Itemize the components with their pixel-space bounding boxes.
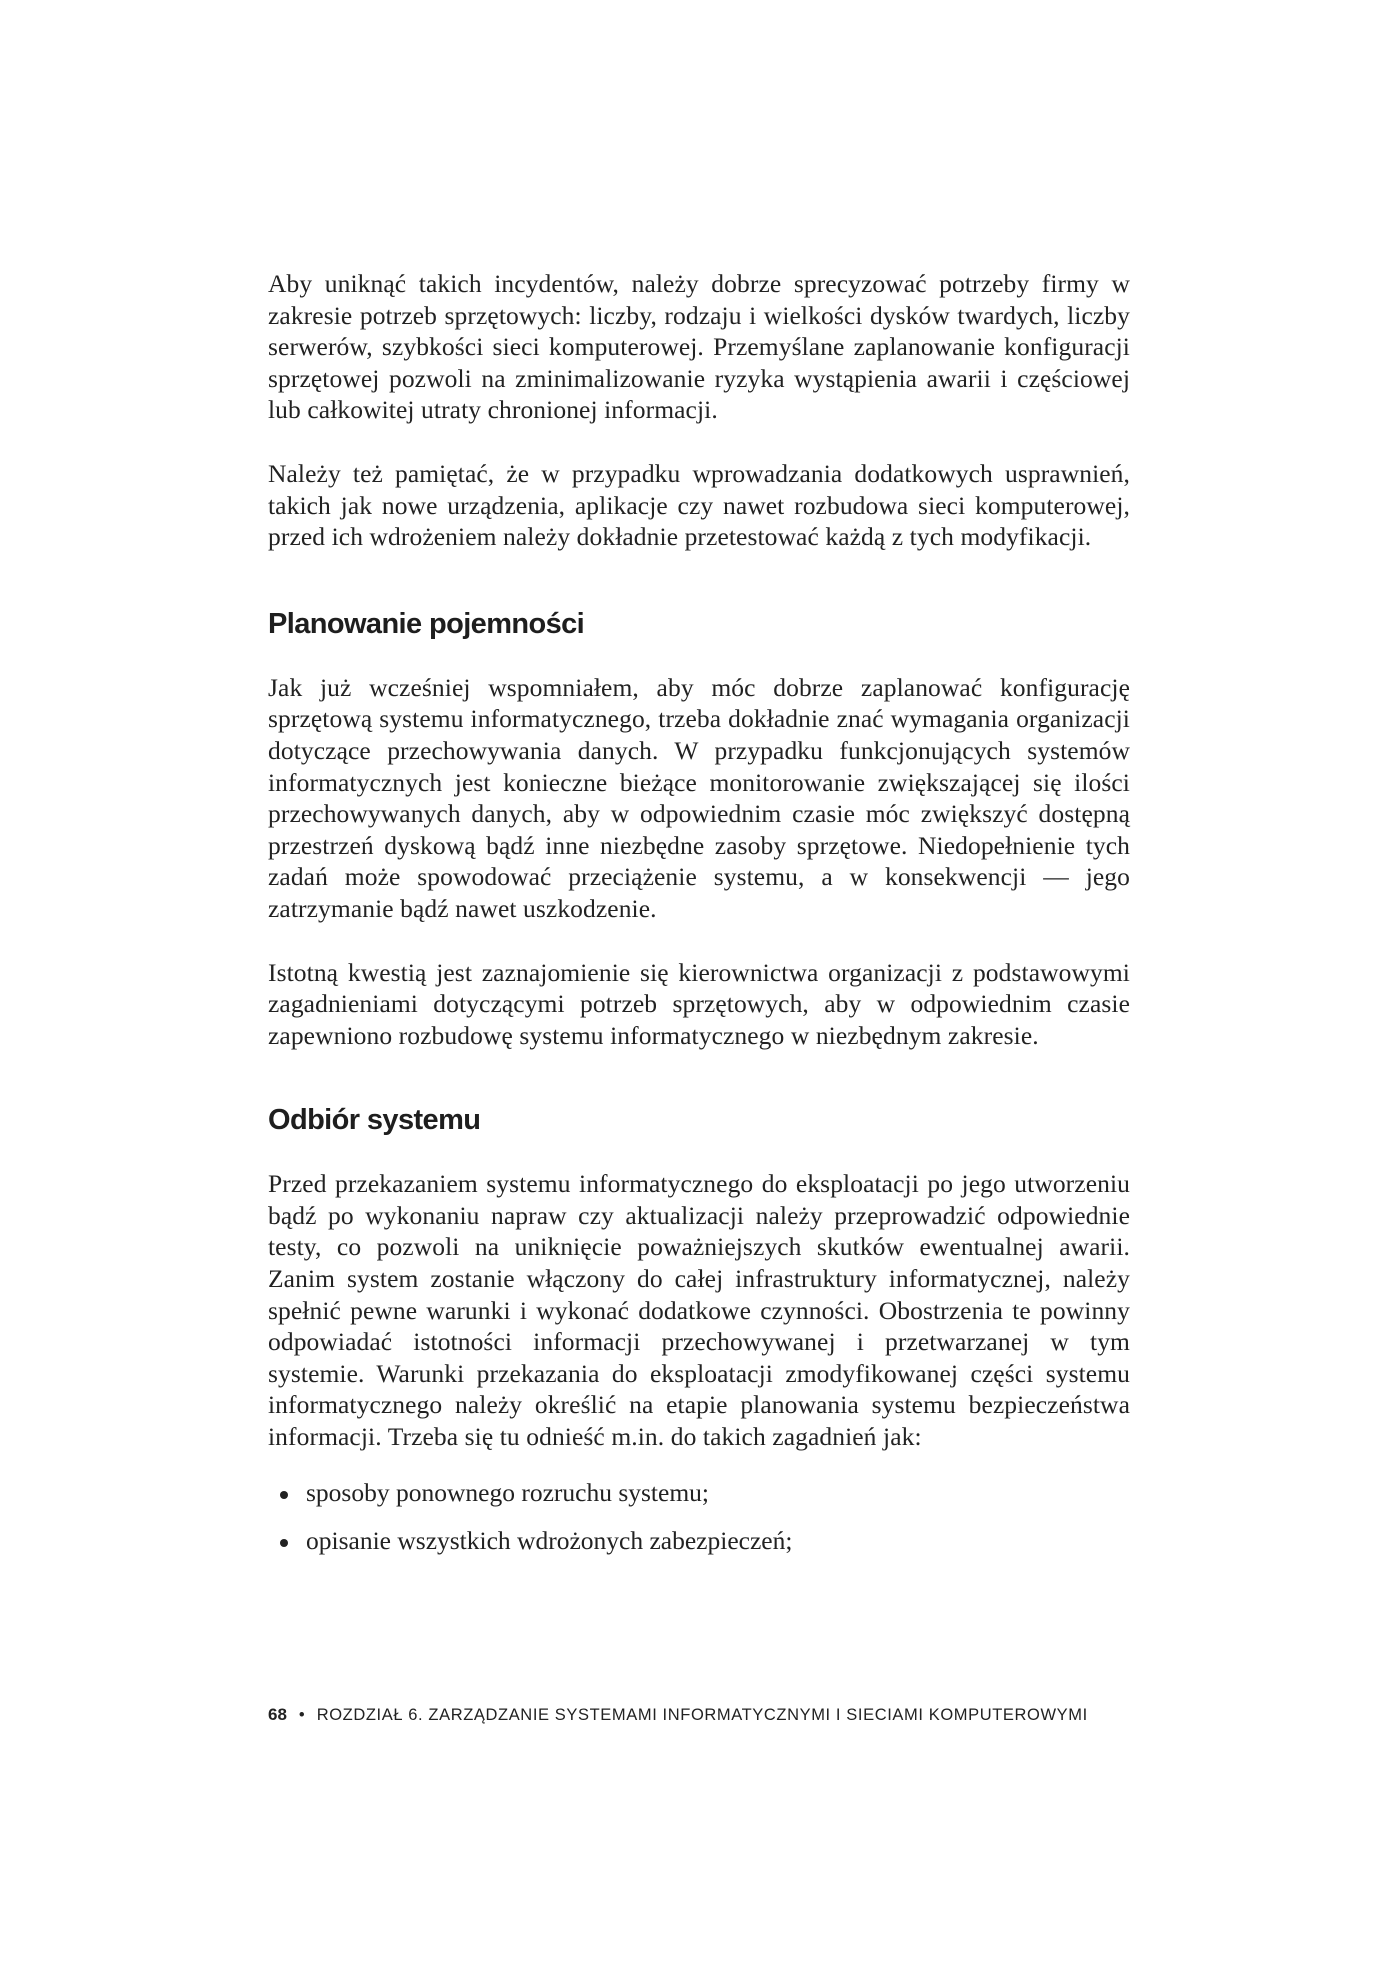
- footer-separator: •: [298, 1706, 305, 1724]
- body-paragraph: Aby uniknąć takich incydentów, należy dobrze sprecyzować potrzeby firmy w zakresie potrzeb sprzętowych: liczby, rodzaju i wielkości dysków twardych, liczby serwerów, szybkości sieci komputerowej. Przemyślane zaplanowanie konfiguracji sprzętowej pozwoli na zminimalizowanie ryzyka wystąpienia awarii i częściowej lub całkowitej utraty chronionej informacji.: [268, 269, 1130, 425]
- body-paragraph: Należy też pamiętać, że w przypadku wprowadzania dodatkowych usprawnień, takich jak nowe urządzenia, aplikacje czy nawet rozbudowa sieci komputerowej, przed ich wdrożeniem należy dokładnie przetestować każdą z tych modyfikacji.: [268, 458, 1130, 552]
- page-content: [268, 268, 1130, 1574]
- list-item: [268, 1525, 1130, 1557]
- body-paragraph: Jak już wcześniej wspomniałem, aby móc dobrze zaplanować konfigurację sprzętową systemu informatycznego, trzeba dokładnie znać wymagania organizacji dotyczące przechowywania danych. W przypadku funkcjonujących systemów informatycznych jest konieczne bieżące monitorowanie zwiększającej się ilości przechowywanych danych, aby w odpowiednim czasie móc zwiększyć dostępną przestrzeń dyskową bądź inne niezbędne zasoby sprzętowe. Niedopełnienie tych zadań może spowodować przeciążenie systemu, a w konsekwencji — jego zatrzymanie bądź nawet uszkodzenie.: [268, 672, 1130, 923]
- bullet-icon: [280, 1539, 288, 1547]
- page-number: 68: [268, 1705, 287, 1724]
- page-footer: [268, 1704, 1088, 1726]
- chapter-title: ROZDZIAŁ 6. ZARZĄDZANIE SYSTEMAMI INFORMATYCZNYMI I SIECIAMI KOMPUTEROWYMI: [316, 1706, 1088, 1724]
- list-item: [268, 1477, 1130, 1509]
- body-paragraph: Istotną kwestią jest zaznajomienie się kierownictwa organizacji z podstawowymi zagadnieniami dotyczącymi potrzeb sprzętowych, aby w odpowiednim czasie zapewniono rozbudowę systemu informatycznego w niezbędnym zakresie.: [268, 957, 1130, 1050]
- section-heading-acceptance: Odbiór systemu: [268, 1104, 481, 1137]
- section-heading-capacity: Planowanie pojemności: [268, 607, 585, 640]
- body-paragraph: Przed przekazaniem systemu informatycznego do eksploatacji po jego utworzeniu bądź po wykonaniu napraw czy aktualizacji należy przeprowadzić odpowiednie testy, co pozwoli na uniknięcie poważniejszych skutków ewentualnej awarii. Zanim system zostanie włączony do całej infrastruktury informatycznej, należy spełnić pewne warunki i wykonać dodatkowe czynności. Obostrzenia te powinny odpowiadać istotności informacji przechowywanej i przetwarzanej w tym systemie. Warunki przekazania do eksploatacji zmodyfikowanej części systemu informatycznego należy określić na etapie planowania systemu bezpieczeństwa informacji. Trzeba się tu odnieść m.in. do takich zagadnień jak:: [268, 1169, 1130, 1452]
- bullet-icon: [280, 1491, 288, 1499]
- list-item-text: opisanie wszystkich wdrożonych zabezpieczeń;: [306, 1526, 793, 1556]
- list-item-text: sposoby ponownego rozruchu systemu;: [306, 1477, 709, 1507]
- bullet-list: [268, 1477, 1130, 1557]
